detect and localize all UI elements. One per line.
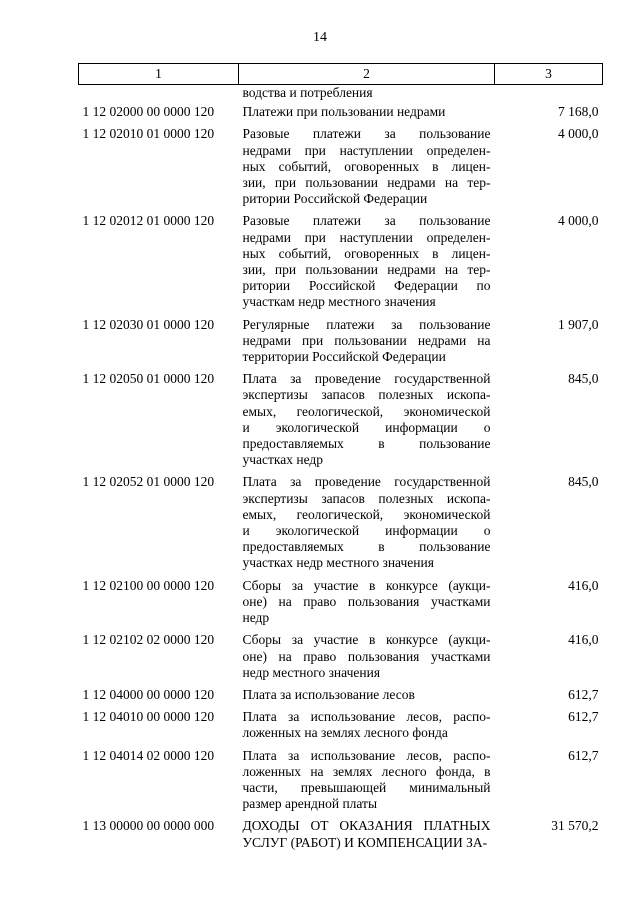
description-line: недрами при наступлении определен- [242, 142, 491, 158]
revenue-description [239, 748, 495, 819]
description-line: оне) на право пользования участками [242, 593, 491, 609]
amount: 416,0 [568, 632, 599, 648]
revenue-description [239, 687, 495, 709]
table-row [79, 748, 603, 819]
amount: 416,0 [568, 577, 599, 593]
description-line: ных событий, оговоренных в лицен- [242, 245, 491, 261]
revenue-description [239, 578, 495, 633]
table-row [79, 213, 603, 316]
revenue-description [239, 818, 495, 856]
description-line: Плата за использование лесов [242, 686, 415, 702]
budget-code: 1 12 02012 01 0000 120 [82, 213, 215, 229]
description-line: предоставляемых в пользование [242, 539, 491, 555]
description-line: размер арендной платы [242, 796, 378, 812]
description-line: ДОХОДЫ ОТ ОКАЗАНИЯ ПЛАТНЫХ [242, 818, 491, 834]
revenue-description [239, 126, 495, 213]
description-line: ложенных на землях лесного фонда [242, 725, 448, 741]
budget-code: 1 12 04014 02 0000 120 [82, 747, 215, 763]
table-body [79, 85, 603, 857]
description-line: Плата за использование лесов, распо- [242, 709, 491, 725]
description-line: Плата за проведение государственной [242, 474, 491, 490]
description-line: зии, при пользовании недрами на тер- [242, 175, 491, 191]
revenue-description [239, 474, 495, 577]
amount: 1 907,0 [558, 316, 599, 332]
table-header-row [79, 64, 603, 85]
continuation-code-cell [79, 85, 239, 105]
description-line: емых, геологической, экономической [242, 506, 491, 522]
amount: 612,7 [568, 747, 599, 763]
table-row [79, 818, 603, 856]
budget-code: 1 12 02102 02 0000 120 [82, 632, 215, 648]
amount: 31 570,2 [551, 818, 599, 834]
table-row [79, 687, 603, 709]
description-line: ложенных на землях лесного фонда, в [242, 763, 491, 779]
budget-code: 1 12 02030 01 0000 120 [82, 316, 215, 332]
description-line: недр местного значения [242, 664, 381, 680]
continuation-text: водства и потребления [242, 85, 373, 100]
table-row [79, 578, 603, 633]
description-line: недрами при наступлении определен- [242, 229, 491, 245]
table-row [79, 709, 603, 747]
description-line: территории Российской Федерации [242, 349, 446, 365]
description-line: недрами при пользовании недрами на [242, 332, 491, 348]
amount: 612,7 [568, 686, 599, 702]
description-line: оне) на право пользования участками [242, 648, 491, 664]
description-line: части, превышающей минимальный [242, 779, 491, 795]
budget-code: 1 12 02050 01 0000 120 [82, 371, 215, 387]
description-line: Разовые платежи за пользование [242, 213, 491, 229]
description-line: ритории Российской Федерации по [242, 278, 491, 294]
table-row [79, 317, 603, 372]
description-line: участках недр местного значения [242, 555, 434, 571]
amount: 612,7 [568, 709, 599, 725]
revenue-description [239, 632, 495, 687]
amount: 845,0 [568, 474, 599, 490]
continuation-amount-cell [495, 85, 603, 105]
revenue-description [239, 317, 495, 372]
description-line: недр [242, 610, 270, 626]
table-row [79, 371, 603, 474]
column-header-amount: 3 [495, 64, 603, 85]
description-line: Сборы за участие в конкурсе (аукци- [242, 577, 491, 593]
description-line: предоставляемых в пользование [242, 436, 491, 452]
description-line: экспертизы запасов полезных ископа- [242, 387, 491, 403]
revenue-description [239, 213, 495, 316]
budget-code: 1 12 02100 00 0000 120 [82, 577, 215, 593]
continuation-row [79, 85, 603, 105]
budget-code: 1 12 02052 01 0000 120 [82, 474, 215, 490]
description-line: емых, геологической, экономической [242, 403, 491, 419]
budget-code: 1 13 00000 00 0000 000 [82, 818, 215, 834]
description-line: Разовые платежи за пользование [242, 126, 491, 142]
description-line: участкам недр местного значения [242, 294, 436, 310]
budget-code: 1 12 04010 00 0000 120 [82, 709, 215, 725]
description-line: Плата за проведение государственной [242, 371, 491, 387]
description-line: участках недр [242, 452, 324, 468]
description-line: Сборы за участие в конкурсе (аукци- [242, 632, 491, 648]
budget-code: 1 12 04000 00 0000 120 [82, 686, 215, 702]
description-line: ных событий, оговоренных в лицен- [242, 158, 491, 174]
revenue-description [239, 104, 495, 126]
table-row [79, 126, 603, 213]
description-line: ритории Российской Федерации [242, 191, 428, 207]
description-line: и экологической информации о [242, 419, 491, 435]
revenue-description [239, 371, 495, 474]
budget-code: 1 12 02010 01 0000 120 [82, 126, 215, 142]
column-header-description: 2 [239, 64, 495, 85]
amount: 845,0 [568, 371, 599, 387]
table-row [79, 632, 603, 687]
description-line: Плата за использование лесов, распо- [242, 747, 491, 763]
amount: 4 000,0 [558, 213, 599, 229]
description-line: экспертизы запасов полезных ископа- [242, 490, 491, 506]
revenue-table [78, 63, 603, 857]
amount: 4 000,0 [558, 126, 599, 142]
budget-code: 1 12 02000 00 0000 120 [82, 104, 215, 120]
description-line: УСЛУГ (РАБОТ) И КОМПЕНСАЦИИ ЗА- [242, 834, 488, 850]
description-line: и экологической информации о [242, 523, 491, 539]
table-row [79, 474, 603, 577]
page-number: 14 [313, 30, 327, 45]
revenue-description [239, 709, 495, 747]
table-row [79, 104, 603, 126]
description-line: Регулярные платежи за пользование [242, 316, 491, 332]
description-line: Платежи при пользовании недрами [242, 104, 446, 120]
description-line: зии, при пользовании недрами на тер- [242, 262, 491, 278]
column-header-code: 1 [79, 64, 239, 85]
amount: 7 168,0 [558, 104, 599, 120]
